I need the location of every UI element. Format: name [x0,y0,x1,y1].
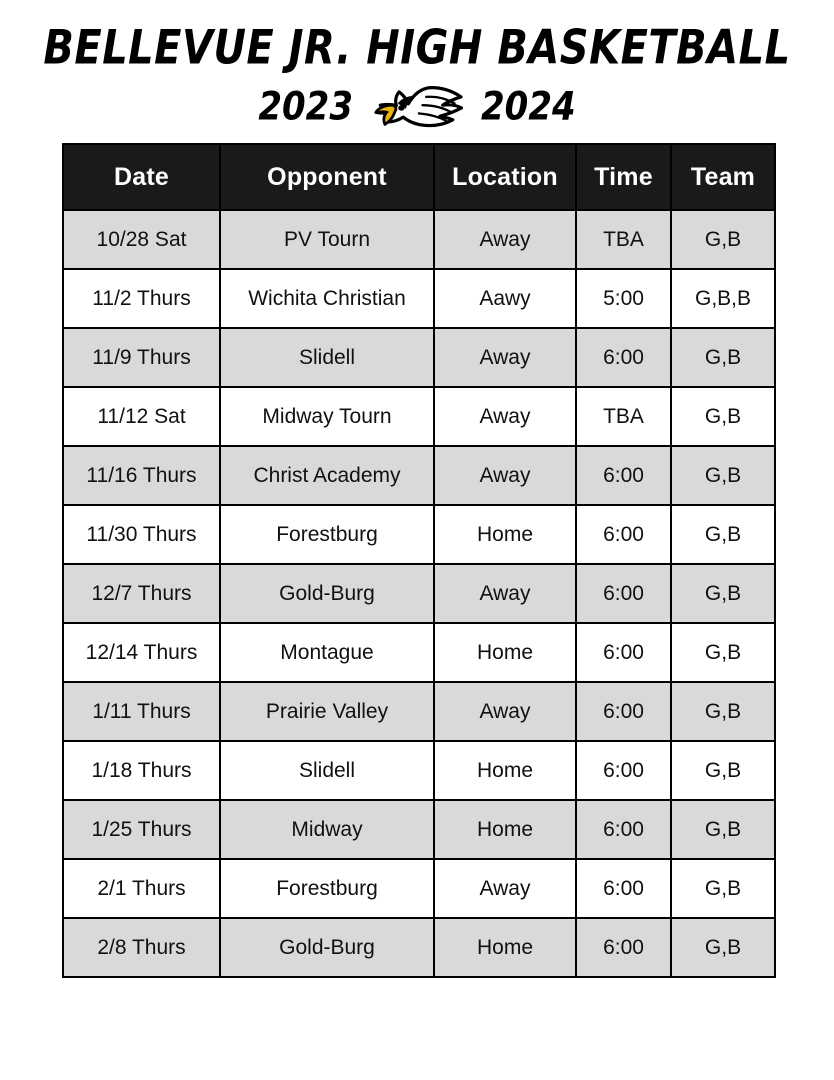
cell-location: Away [434,210,576,269]
cell-date: 11/9 Thurs [63,328,220,387]
cell-time: 6:00 [576,505,671,564]
cell-location: Away [434,682,576,741]
cell-time: TBA [576,210,671,269]
cell-opponent: Slidell [220,328,434,387]
cell-time: 6:00 [576,741,671,800]
cell-opponent: PV Tourn [220,210,434,269]
table-row [63,682,775,741]
cell-date: 1/11 Thurs [63,682,220,741]
cell-time: 6:00 [576,623,671,682]
cell-time: 6:00 [576,682,671,741]
column-header-team: Team [671,144,775,210]
cell-team: G,B [671,741,775,800]
column-header-location: Location [434,144,576,210]
cell-date: 10/28 Sat [63,210,220,269]
cell-opponent: Midway [220,800,434,859]
cell-location: Away [434,446,576,505]
cell-date: 11/2 Thurs [63,269,220,328]
cell-opponent: Montague [220,623,434,682]
cell-location: Home [434,918,576,977]
cell-location: Home [434,505,576,564]
cell-team: G,B,B [671,269,775,328]
table-row [63,564,775,623]
column-header-date: Date [63,144,220,210]
cell-team: G,B [671,446,775,505]
cell-opponent: Forestburg [220,859,434,918]
table-row [63,446,775,505]
cell-opponent: Midway Tourn [220,387,434,446]
cell-date: 2/8 Thurs [63,918,220,977]
table-row [63,387,775,446]
column-header-opponent: Opponent [220,144,434,210]
cell-time: 6:00 [576,564,671,623]
title-block [0,22,834,131]
cell-location: Away [434,387,576,446]
cell-team: G,B [671,859,775,918]
cell-time: TBA [576,387,671,446]
cell-location: Home [434,741,576,800]
season-start-year: 2023 [258,83,353,130]
cell-time: 6:00 [576,800,671,859]
cell-time: 6:00 [576,446,671,505]
page-title: BELLEVUE JR. HIGH BASKETBALL [43,20,791,76]
cell-team: G,B [671,623,775,682]
table-row [63,269,775,328]
season-end-year: 2024 [481,83,576,130]
cell-team: G,B [671,210,775,269]
cell-date: 11/16 Thurs [63,446,220,505]
schedule-table-container [62,143,774,978]
cell-opponent: Forestburg [220,505,434,564]
cell-opponent: Prairie Valley [220,682,434,741]
table-row [63,800,775,859]
table-row [63,918,775,977]
cell-team: G,B [671,328,775,387]
table-row [63,859,775,918]
cell-time: 6:00 [576,859,671,918]
cell-team: G,B [671,564,775,623]
cell-team: G,B [671,800,775,859]
column-header-time: Time [576,144,671,210]
header-row [63,144,775,210]
cell-opponent: Slidell [220,741,434,800]
season-years-row [0,83,834,131]
cell-date: 1/25 Thurs [63,800,220,859]
cell-date: 11/12 Sat [63,387,220,446]
table-row [63,623,775,682]
table-body [63,210,775,977]
cell-time: 6:00 [576,328,671,387]
schedule-table [62,143,776,978]
cell-location: Away [434,328,576,387]
table-row [63,210,775,269]
cell-date: 12/14 Thurs [63,623,220,682]
cell-location: Aawy [434,269,576,328]
cell-date: 11/30 Thurs [63,505,220,564]
cell-location: Home [434,800,576,859]
cell-opponent: Christ Academy [220,446,434,505]
cell-team: G,B [671,505,775,564]
cell-time: 6:00 [576,918,671,977]
eagle-head-icon [371,85,463,129]
cell-team: G,B [671,682,775,741]
cell-opponent: Gold-Burg [220,918,434,977]
table-header [63,144,775,210]
cell-opponent: Wichita Christian [220,269,434,328]
cell-opponent: Gold-Burg [220,564,434,623]
cell-date: 12/7 Thurs [63,564,220,623]
table-row [63,328,775,387]
cell-location: Away [434,859,576,918]
cell-time: 5:00 [576,269,671,328]
cell-location: Home [434,623,576,682]
cell-date: 2/1 Thurs [63,859,220,918]
cell-team: G,B [671,918,775,977]
table-row [63,505,775,564]
cell-location: Away [434,564,576,623]
cell-date: 1/18 Thurs [63,741,220,800]
table-row [63,741,775,800]
cell-team: G,B [671,387,775,446]
